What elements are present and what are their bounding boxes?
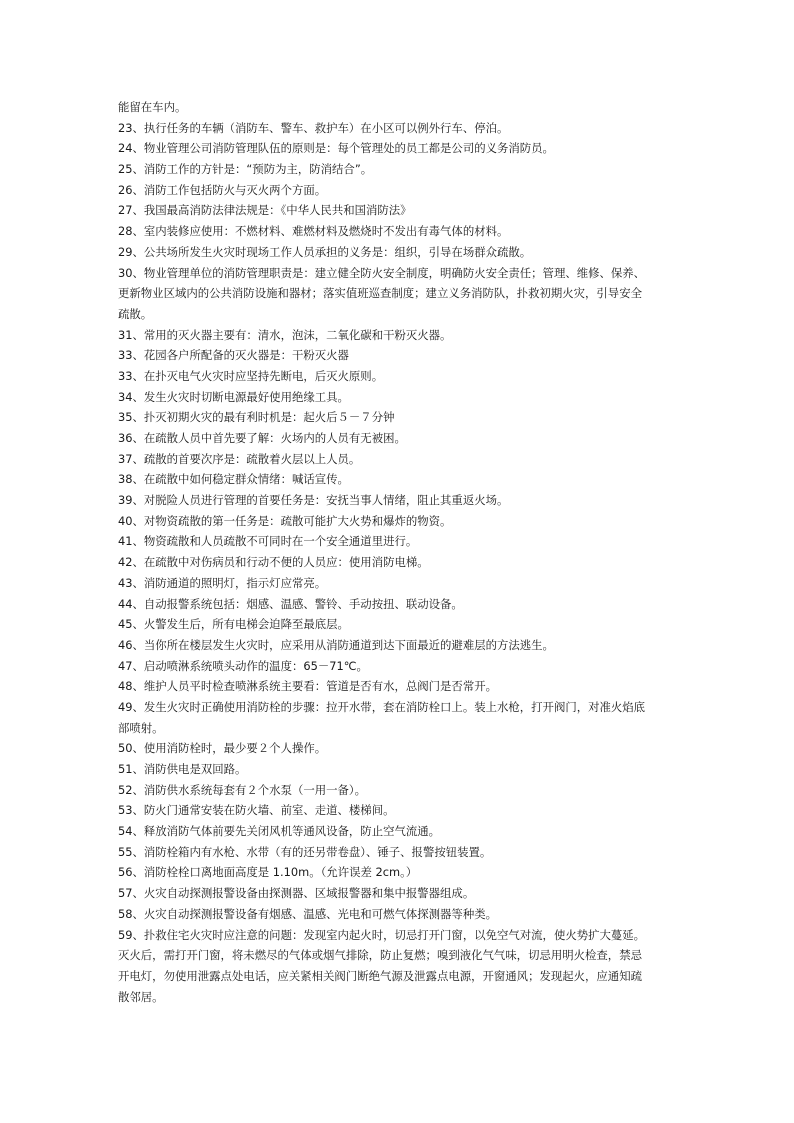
text-line: 38、在疏散中如何稳定群众情绪：喊话宣传。 xyxy=(118,472,349,487)
text-line: 43、消防通道的照明灯，指示灯应常亮。 xyxy=(118,575,327,590)
text-line: 47、启动喷淋系统喷头动作的温度：65－71℃。 xyxy=(118,658,368,673)
text-line: 31、常用的灭火器主要有：清水，泡沫，二氧化碳和干粉灭火器。 xyxy=(118,327,452,342)
text-line: 33、花园各户所配备的灭火器是：干粉灭火器 xyxy=(118,348,349,363)
text-line: 30、物业管理单位的消防管理职责是：建立健全防火安全制度，明确防火安全责任；管理、维修、保养、 xyxy=(118,265,646,280)
text-line: 59、扑救住宅火灾时应注意的问题：发现室内起火时，切忌打开门窗，以免空气对流，使火势扩大蔓延。 xyxy=(118,927,646,942)
text-line: 34、发生火灾时切断电源最好使用绝缘工具。 xyxy=(118,389,349,404)
document-body xyxy=(118,97,678,1007)
text-line: 48、维护人员平时检查喷淋系统主要看：管道是否有水，总阀门是否常开。 xyxy=(118,679,497,694)
text-line: 36、在疏散人员中首先要了解：火场内的人员有无被困。 xyxy=(118,431,406,445)
text-line: 42、在疏散中对伤病员和行动不便的人员应：使用消防电梯。 xyxy=(118,555,429,570)
text-line: 散邻居。 xyxy=(118,989,164,1004)
text-line: 35、扑灭初期火灾的最有利时机是：起火后５－７分钟 xyxy=(118,410,395,425)
text-line: 44、自动报警系统包括：烟感、温感、警铃、手动按扭、联动设备。 xyxy=(118,596,463,611)
text-line: 46、当你所在楼层发生火灾时，应采用从消防通道到达下面最近的避难层的方法逃生。 xyxy=(118,637,554,652)
text-line: 41、物资疏散和人员疏散不可同时在一个安全通道里进行。 xyxy=(118,534,418,549)
text-line: 能留在车内。 xyxy=(118,100,187,114)
text-line: 57、火灾自动探测报警设备由探测器、区域报警器和集中报警器组成。 xyxy=(118,886,475,901)
text-line: 33、在扑灭电气火灾时应坚持先断电，后灭火原则。 xyxy=(118,368,384,383)
text-line: 58、火灾自动探测报警设备有烟感、温感、光电和可燃气体探测器等种类。 xyxy=(118,906,497,921)
text-line: 37、疏散的首要次序是：疏散着火层以上人员。 xyxy=(118,451,361,466)
text-line: 52、消防供水系统每套有２个水泵（一用一备）。 xyxy=(118,782,366,797)
text-line: 39、对脱险人员进行管理的首要任务是：安抚当事人情绪，阻止其重返火场。 xyxy=(118,493,509,508)
text-line: 开电灯，勿使用泄露点处电话，应关紧相关阀门断绝气源及泄露点电源，开窗通风；发现起火，应通知疏 xyxy=(118,968,642,983)
text-line: 55、消防栓箱内有水枪、水带（有的还另带卷盘）、锤子、报警按钮装置。 xyxy=(118,844,492,859)
text-line: 49、发生火灾时正确使用消防栓的步骤：拉开水带，套在消防栓口上。装上水枪，打开阀门，对准火焰底 xyxy=(118,699,646,714)
text-line: 45、火警发生后，所有电梯会迫降至最底层。 xyxy=(118,617,349,632)
text-line: 51、消防供电是双回路。 xyxy=(118,762,247,776)
text-line: 56、消防栓栓口离地面高度是 1.10m。（允许误差 2cm。） xyxy=(118,865,418,880)
text-line: 更新物业区域内的公共消防设施和器材；落实值班巡查制度；建立义务消防队，扑救初期火灾，引导安全 xyxy=(118,286,642,301)
text-line: 部喷射。 xyxy=(118,720,164,735)
text-line: 26、消防工作包括防火与灭火两个方面。 xyxy=(118,182,327,197)
text-line: 疏散。 xyxy=(118,306,153,321)
text-line: 灭火后，需打开门窗，将未燃尽的气体或烟气排除，防止复燃；嗅到液化气气味，切忌用明火检查，禁忌 xyxy=(118,948,642,963)
text-line: 54、释放消防气体前要先关闭风机等通风设备，防止空气流通。 xyxy=(118,824,441,839)
text-line: 27、我国最高消防法律法规是：《中华人民共和国消防法》 xyxy=(118,203,412,218)
text-line: 28、室内装修应使用：不燃材料、难燃材料及燃烧时不发出有毒气体的材料。 xyxy=(118,224,509,239)
text-line: 29、公共场所发生火灾时现场工作人员承担的义务是：组织，引导在场群众疏散。 xyxy=(118,244,532,259)
text-line: 24、物业管理公司消防管理队伍的原则是：每个管理处的员工都是公司的义务消防员。 xyxy=(118,141,554,156)
text-line: 50、使用消防栓时，最少要２个人操作。 xyxy=(118,741,327,756)
text-line: 53、防火门通常安装在防火墙、前室、走道、楼梯间。 xyxy=(118,803,395,818)
text-line: 40、对物资疏散的第一任务是：疏散可能扩大火势和爆炸的物资。 xyxy=(118,513,452,528)
text-line: 23、执行任务的车辆（消防车、警车、救护车）在小区可以例外行车、停泊。 xyxy=(118,120,509,135)
text-line: 25、消防工作的方针是：“预防为主，防消结合”。 xyxy=(118,162,373,177)
